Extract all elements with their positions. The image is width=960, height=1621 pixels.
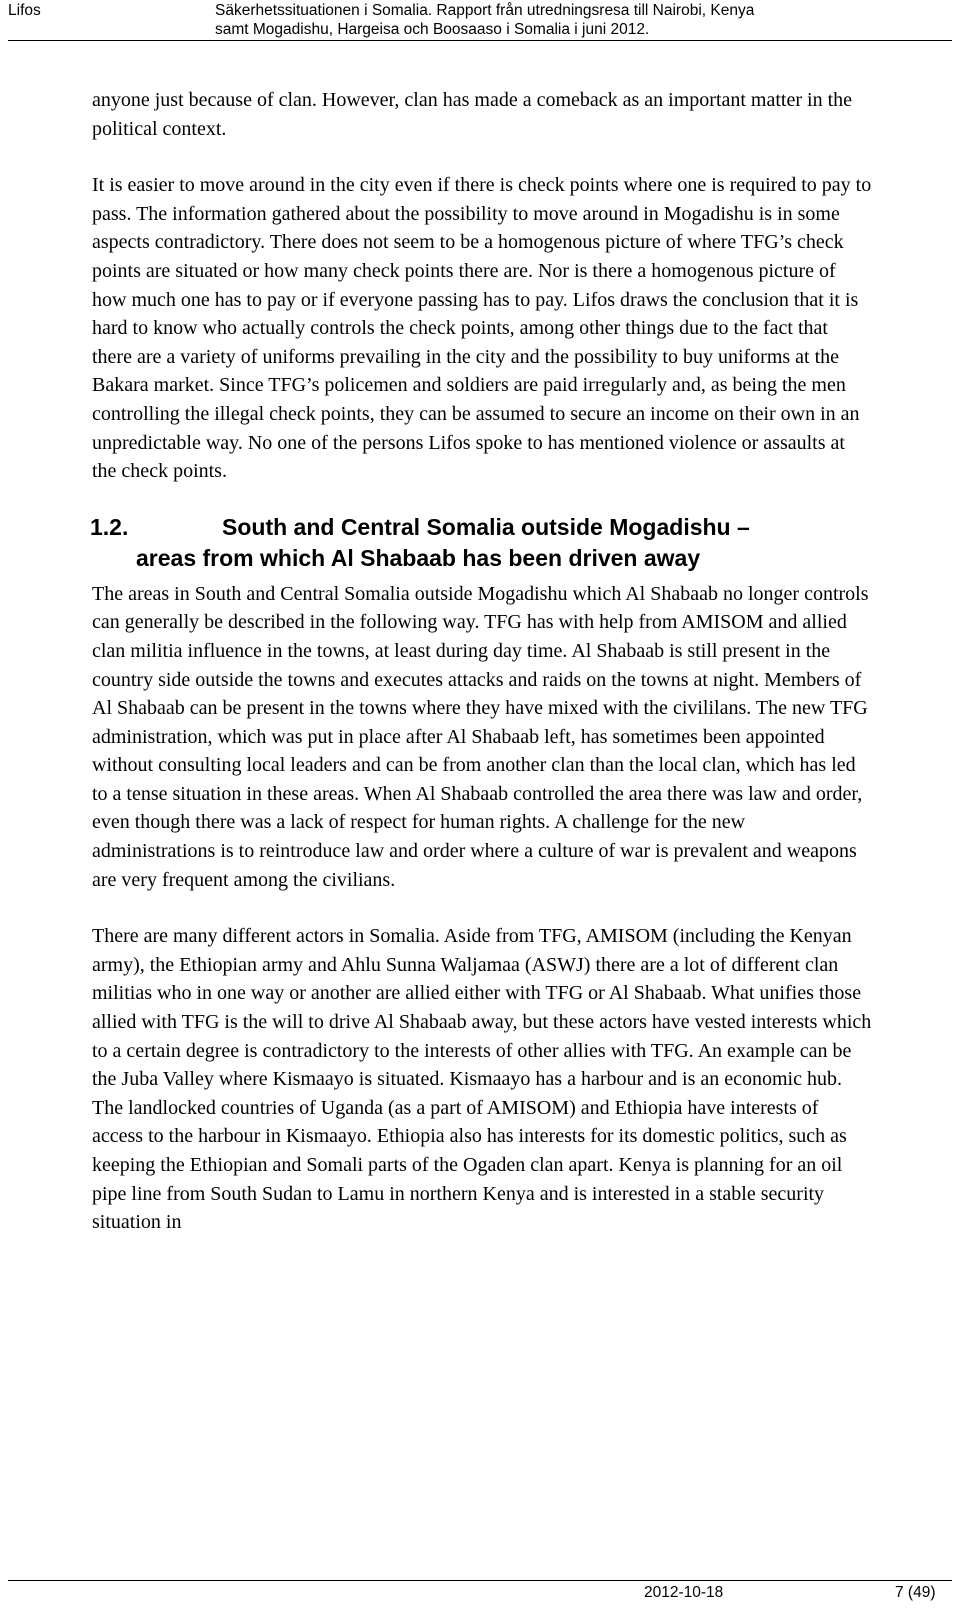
paragraph-check-points: It is easier to move around in the city even if there is check points where one is required to pay to pass. The information gathered about the possibility to move around in Mogadishu is in some aspects contradictory. There does not seem to be a homogenous picture of where TFG’s check points are situated or how many check points there are. Nor is there a homogenous picture of how much one has to pay or if everyone passing has to pay. Lifos draws the conclusion that it is hard to know who actually controls the check points, among other things due to the fact that there are a variety of uniforms prevailing in the city and the possibility to buy uniforms at the Bakara market. Since TFG’s policemen and soldiers are paid irregularly and, as being the men controlling the illegal check points, they can be assumed to secure an income on their own in an unpredictable way. No one of the persons Lifos spoke to has mentioned violence or assaults at the check points. [92, 174, 872, 483]
paragraph-actors: There are many different actors in Somalia. Aside from TFG, AMISOM (including the Kenyan army), the Ethiopian army and Ahlu Sunna Waljamaa (ASWJ) there are a lot of different clan militias who in one way or another are allied either with TFG or Al Shabaab. What unifies those allied with TFG is the will to drive Al Shabaab away, but these actors have vested interests which to a certain degree is contradictory to the interests of other allies with TFG. An example can be the Juba Valley where Kismaayo is situated. Kismaayo has a harbour and is an economic hub. The landlocked countries of Uganda (as a part of AMISOM) and Ethiopia have interests of access to the harbour in Kismaayo. Ethiopia also has interests for its domestic politics, such as keeping the Ethiopian and Somali parts of the Ogaden clan apart. Kenya is planning for an oil pipe line from South Sudan to Lamu in northern Kenya and is interested in a stable security situation in [92, 925, 872, 1234]
header-title-line-1: Säkerhetssituationen i Somalia. Rapport från utredningsresa till Nairobi, Kenya [215, 2, 755, 19]
paragraph-areas-description: The areas in South and Central Somalia outside Mogadishu which Al Shabaab no longer controls can generally be described in the following way. TFG has with help from AMISOM and allied clan militia influence in the towns, at least during day time. Al Shabaab is still present in the country side outside the towns and executes attacks and raids on the towns at night. Members of Al Shabaab can be present in the towns where they have mixed with the civililans. The new TFG administration, which was put in place after Al Shabaab left, has sometimes been appointed without consulting local leaders and can be from another clan than the local clan, which has led to a tense situation in these areas. When Al Shabaab controlled the area there was law and order, even though there was a lack of respect for human rights. A challenge for the new administrations is to reintroduce law and order where a culture of war is prevalent and weapons are very frequent among the civilians. [92, 582, 869, 891]
section-number: 1.2. [90, 513, 129, 540]
header-title-line-2: samt Mogadishu, Hargeisa och Boosaaso i Somalia i juni 2012. [215, 21, 650, 38]
footer-divider [8, 1580, 952, 1581]
section-heading-line-2: areas from which Al Shabaab has been driven away [136, 544, 701, 571]
footer-date: 2012-10-18 [644, 1584, 724, 1601]
document-body [92, 86, 872, 1237]
section-heading-line-1: South and Central Somalia outside Mogadishu – [222, 513, 750, 540]
section-heading [92, 512, 872, 574]
header-document-title [215, 1, 955, 39]
page-header [0, 0, 960, 42]
page-footer [0, 1580, 960, 1620]
page-number: 7 (49) [895, 1584, 936, 1601]
header-organization: Lifos [8, 2, 41, 19]
paragraph-clan-comeback: anyone just because of clan. However, clan has made a comeback as an important matter in the political context. [92, 89, 853, 140]
header-divider [8, 40, 952, 41]
